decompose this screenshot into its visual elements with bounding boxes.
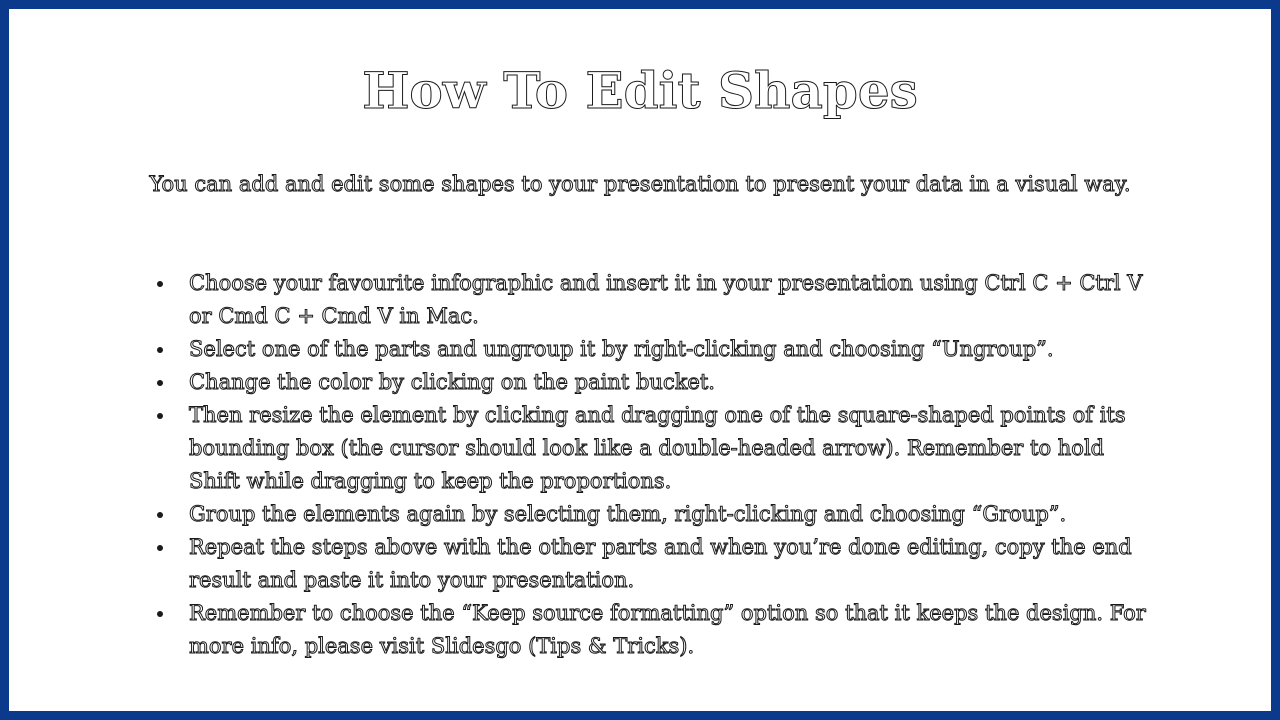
list-item-text: Group the elements again by selecting them, right-clicking and choosing “Group”. xyxy=(189,502,1067,526)
list-item-text: Repeat the steps above with the other parts and when you’re done editing, copy the end result and paste it into your presentation. xyxy=(189,535,1132,592)
list-item-text: Select one of the parts and ungroup it by right-clicking and choosing “Ungroup”. xyxy=(189,337,1054,361)
page-title: How To Edit Shapes xyxy=(362,61,918,120)
list-item-text: Change the color by clicking on the paint bucket. xyxy=(189,370,715,394)
list-item xyxy=(149,366,1159,399)
bullet-icon xyxy=(157,413,163,419)
list-item-text: Then resize the element by clicking and dragging one of the square-shaped points of its bounding box (the cursor should look like a double-headed arrow). Remember to hold Shift while dragging to keep the proportions. xyxy=(189,403,1126,493)
bullet-icon xyxy=(157,512,163,518)
list-item xyxy=(149,498,1159,531)
list-item xyxy=(149,597,1159,663)
list-item xyxy=(149,531,1159,597)
list-item xyxy=(149,333,1159,366)
bullet-icon xyxy=(157,281,163,287)
list-item-text: Remember to choose the “Keep source formatting” option so that it keeps the design. For more info, please visit Slidesgo (Tips & Tricks). xyxy=(189,601,1146,658)
bullet-icon xyxy=(157,611,163,617)
list-item-text: Choose your favourite infographic and insert it in your presentation using Ctrl C + Ctrl V or Cmd C + Cmd V in Mac. xyxy=(189,271,1143,328)
bullet-icon xyxy=(157,380,163,386)
instruction-list xyxy=(149,267,1159,663)
bullet-icon xyxy=(157,545,163,551)
slide-subtitle: You can add and edit some shapes to your presentation to present your data in a visual way. xyxy=(149,172,1131,196)
list-item xyxy=(149,399,1159,498)
list-item xyxy=(149,267,1159,333)
bullet-icon xyxy=(157,347,163,353)
